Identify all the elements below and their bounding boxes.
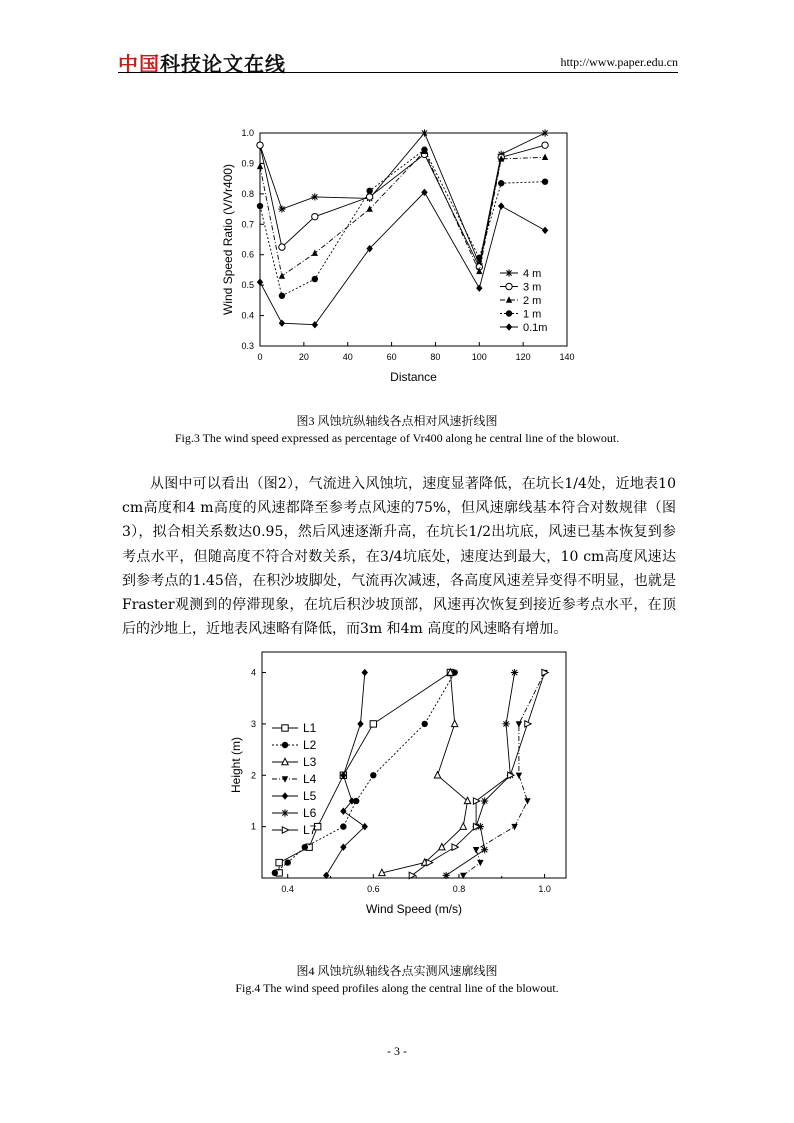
figure3-chart [0, 110, 794, 510]
series-L4-point [473, 847, 479, 853]
series-1m-point [366, 188, 372, 194]
series-L2-legend-label: L2 [303, 738, 317, 752]
series-L7-legend-label: L7 [303, 823, 317, 837]
series-L6-point [481, 846, 488, 853]
y-tick-label: 0.6 [241, 249, 254, 260]
figure3-caption-cn: 图3 风蚀坑纵轴线各点相对风速折线图 [296, 414, 498, 428]
x-tick-label: 0 [257, 352, 263, 362]
series-1m-point [542, 178, 548, 184]
plot-frame [260, 133, 567, 346]
series-01m-point [279, 319, 285, 326]
series-L2-point [370, 772, 376, 778]
x-tick-label: 20 [298, 352, 309, 362]
series-01m-line [260, 192, 545, 324]
series-L2-point [422, 721, 428, 727]
series-1m-point [476, 255, 482, 261]
series-L2-point [340, 823, 346, 829]
series-L3-point [434, 772, 440, 778]
x-axis-label: Distance [390, 370, 437, 384]
logo-black-text: 科技论文在线 [160, 52, 286, 76]
series-4m-point [541, 129, 548, 136]
y-axis-label: Wind Speed Ratio (V/Vr400) [221, 164, 235, 315]
series-3m-point [542, 142, 548, 148]
series-3m-point [279, 244, 285, 250]
y-tick-label: 0.8 [241, 188, 254, 199]
series-L5-legend-label: L5 [303, 789, 317, 803]
x-tick-label: 0.8 [452, 884, 466, 894]
y-tick-label: 2 [250, 770, 256, 781]
x-tick-label: 0.4 [281, 884, 294, 894]
series-4m-point [311, 193, 318, 200]
series-L2-point [284, 859, 290, 865]
series-L5-legend-marker [282, 792, 288, 799]
y-tick-label: 0.5 [241, 280, 254, 291]
series-L7-point [426, 859, 432, 865]
series-L5-point [357, 720, 363, 727]
series-01m-legend-label: 0.1m [523, 322, 548, 334]
series-3m-point [257, 142, 263, 148]
x-axis-label: Wind Speed (m/s) [365, 902, 463, 916]
series-1m-point [498, 180, 504, 186]
series-L4-legend-marker [282, 776, 288, 782]
series-L4-point [516, 773, 522, 779]
series-2m-legend-marker [506, 296, 512, 302]
series-L6-point [511, 669, 518, 676]
series-L6-legend-marker [281, 809, 288, 816]
series-4m-legend-marker [505, 269, 512, 276]
series-3m-legend-marker [506, 283, 512, 289]
series-4m-legend-label: 4 m [523, 268, 542, 280]
series-3m-legend-label: 3 m [523, 281, 542, 294]
figure4-chart [0, 640, 794, 940]
series-L4-point [511, 824, 517, 830]
series-2m-line [260, 151, 545, 276]
series-L6-point [502, 720, 509, 727]
x-tick-label: 80 [430, 352, 441, 362]
page-number: - 3 - [387, 1044, 407, 1058]
x-tick-label: 60 [386, 352, 397, 362]
y-tick-label: 4 [250, 667, 256, 678]
series-4m-point [278, 205, 285, 212]
series-2m-point [279, 272, 285, 278]
series-01m-point [476, 284, 482, 291]
logo-red-text: 中国 [118, 52, 160, 76]
y-tick-label: 1 [250, 821, 256, 832]
series-L3-line [382, 673, 468, 873]
series-2m-point [542, 154, 548, 160]
series-L2-line [275, 673, 455, 873]
header-divider [118, 72, 678, 73]
series-L4-point [524, 798, 530, 804]
y-tick-label: 3 [250, 718, 256, 729]
series-L3-legend-marker [282, 758, 288, 764]
series-3m-point [312, 213, 318, 219]
y-axis-label: Height (m) [229, 736, 243, 794]
series-L4-line [463, 673, 544, 876]
figure3-caption-en: Fig.3 The wind speed expressed as percentage of Vr400 along he central line of the blowout. [174, 431, 620, 445]
series-L6-point [443, 872, 450, 879]
series-L2-point [272, 870, 278, 876]
series-1m-point [279, 293, 285, 299]
y-tick-label: 1.0 [241, 128, 254, 138]
y-tick-label: 0.3 [241, 341, 254, 351]
series-L3-legend-label: L3 [303, 755, 317, 769]
page-header [118, 40, 678, 74]
series-L3-point [460, 823, 466, 829]
series-2m-point [312, 249, 318, 255]
series-2m-point [366, 205, 372, 211]
x-tick-label: 40 [342, 352, 353, 362]
header-url[interactable]: http://www.paper.edu.cn [560, 55, 678, 69]
series-L1-legend-label: L1 [303, 721, 317, 735]
body-paragraph: 从图中可以看出（图2），气流进入风蚀坑，速度显著降低，在坑长1/4处，近地表10 cm高度和4 m高度的风速都降至参考点风速的75%，但风速廓线基本符合对数规律（图3），拟合相关系数达0.95，然后风速逐渐升高，在坑长1/2出坑底，风速已基本恢复到参考点水平，但随高度不符合对数关系，在3/4坑底处，速度达到最大，10 cm高度风速达到参考点的1.45倍，在积沙坡脚处，气流再次减速，各高度风速差异变得不明显，也就是Fraster观测到的停滞现象，在坑后积沙坡顶部，风速再次恢复到接近参考点水平，在顶后的沙地上，近地表风速略有降低，而3m 和4m 高度的风速略有增加。 [122, 476, 676, 638]
figure4-caption-en: Fig.4 The wind speed profiles along the central line of the blowout. [235, 981, 559, 995]
series-L6-legend-label: L6 [303, 806, 317, 820]
series-L1-point [370, 721, 376, 727]
series-1m-legend-label: 1 m [523, 308, 542, 321]
series-L2-legend-marker [282, 742, 288, 748]
x-tick-label: 1.0 [538, 884, 551, 894]
series-L1-point [276, 859, 282, 865]
figure4-caption-cn: 图4 风蚀坑纵轴线各点实测风速廓线图 [296, 964, 498, 978]
series-L7-legend-marker [282, 827, 288, 833]
series-01m-point [498, 202, 504, 209]
series-L1-legend-marker [282, 725, 288, 731]
series-L4-point [477, 860, 483, 866]
x-tick-label: 140 [559, 352, 575, 362]
series-01m-legend-marker [506, 323, 512, 330]
series-L7-line [412, 673, 545, 876]
y-tick-label: 0.9 [241, 158, 254, 169]
series-1m-point [257, 203, 263, 209]
series-L4-point [516, 721, 522, 727]
series-1m-legend-marker [506, 310, 512, 316]
series-L3-point [464, 797, 470, 803]
x-tick-label: 120 [515, 352, 531, 362]
series-L5-point [362, 669, 368, 676]
y-tick-label: 0.7 [241, 219, 254, 230]
series-4m-point [421, 129, 428, 136]
series-L4-legend-label: L4 [303, 772, 317, 786]
series-L3-point [451, 720, 457, 726]
series-1m-point [421, 147, 427, 153]
y-tick-label: 0.4 [241, 310, 254, 321]
x-tick-label: 100 [471, 352, 487, 362]
series-L6-point [481, 797, 488, 804]
series-L2-point [302, 844, 308, 850]
series-2m-legend-label: 2 m [523, 295, 542, 307]
x-tick-label: 0.6 [367, 884, 380, 894]
series-01m-point [542, 227, 548, 234]
series-1m-point [312, 276, 318, 282]
